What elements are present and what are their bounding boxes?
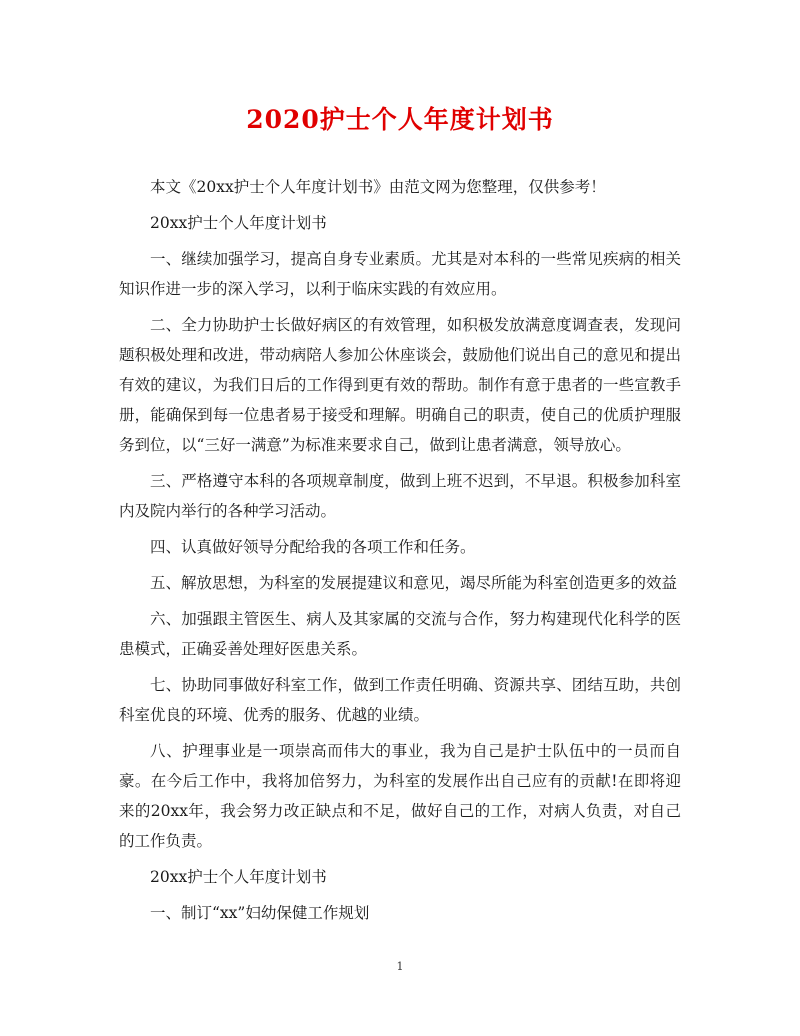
- paragraph-item-6: 六、加强跟主管医生、病人及其家属的交流与合作，努力构建现代化科学的医患模式，正确妥善处理好医患关系。: [119, 610, 681, 658]
- paragraph-item-3: 三、严格遵守本科的各项规章制度，做到上班不迟到，不早退。积极参加科室内及院内举行的各种学习活动。: [119, 472, 681, 520]
- page-number: 1: [396, 960, 404, 973]
- document-body: [119, 172, 681, 934]
- paragraph-item-1: 一、继续加强学习，提高自身专业素质。尤其是对本科的一些常见疾病的相关知识作进一步的深入学习，以利于临床实践的有效应用。: [119, 250, 681, 298]
- paragraph-item-7: 七、协助同事做好科室工作，做到工作责任明确、资源共享、团结互助，共创科室优良的环境、优秀的服务、优越的业绩。: [119, 676, 681, 724]
- section-heading-2: 20xx护士个人年度计划书: [150, 868, 327, 886]
- paragraph-item-9: 一、制订“xx”妇幼保健工作规划: [150, 904, 370, 922]
- paragraph-item-2: 二、全力协助护士长做好病区的有效管理，如积极发放满意度调查表，发现问题积极处理和改进，带动病陪人参加公休座谈会，鼓励他们说出自己的意见和提出有效的建议，为我们日后的工作得到更有效的帮助。制作有意于患者的一些宣教手册，能确保到每一位患者易于接受和理解。明确自己的职责，使自己的优质护理服务到位，以“三好一满意”为标准来要求自己，做到让患者满意，领导放心。: [119, 316, 681, 454]
- document-title: 2020护士个人年度计划书: [246, 105, 554, 134]
- intro-paragraph: 本文《20xx护士个人年度计划书》由范文网为您整理，仅供参考！: [150, 178, 606, 196]
- paragraph-item-5: 五、解放思想，为科室的发展提建议和意见，竭尽所能为科室创造更多的效益: [150, 574, 678, 592]
- paragraph-item-4: 四、认真做好领导分配给我的各项工作和任务。: [150, 538, 476, 556]
- section-heading: 20xx护士个人年度计划书: [150, 214, 327, 232]
- paragraph-item-8: 八、护理事业是一项崇高而伟大的事业，我为自己是护士队伍中的一员而自豪。在今后工作中，我将加倍努力，为科室的发展作出自己应有的贡献!在即将迎来的20xx年，我会努力改正缺点和不足，做好自己的工作，对病人负责，对自己的工作负责。: [119, 742, 681, 850]
